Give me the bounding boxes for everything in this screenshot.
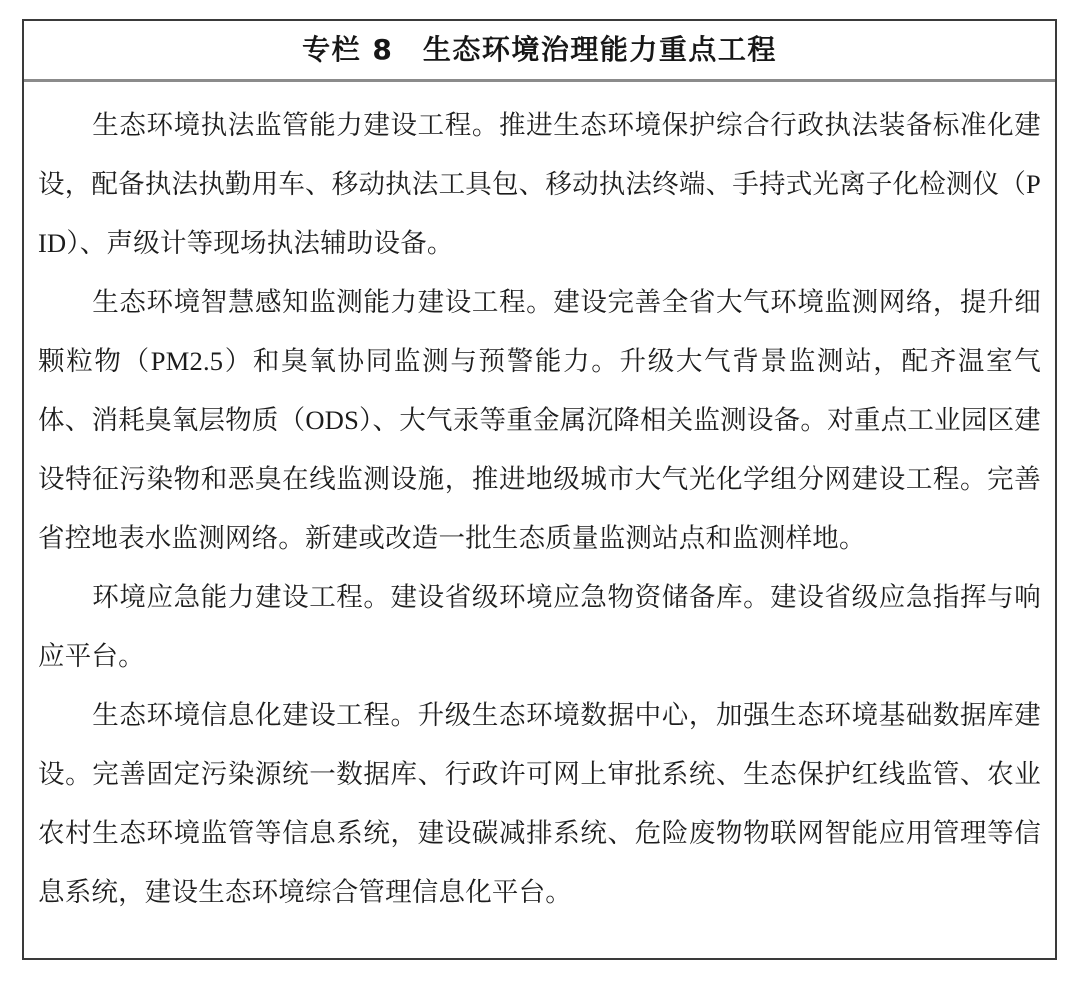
paragraph-emergency-capability: 环境应急能力建设工程。建设省级环境应急物资储备库。建设省级应急指挥与响应平台。 (38, 582, 1041, 671)
paragraph-enforcement-supervision: 生态环境执法监管能力建设工程。推进生态环境保护综合行政执法装备标准化建设，配备执法执勤用车、移动执法工具包、移动执法终端、手持式光离子化检测仪（PID）、声级计等现场执法辅助设备。 (38, 110, 1041, 258)
callout-box-title: 专栏 8 生态环境治理能力重点工程 (302, 33, 777, 66)
paragraph-informatization: 生态环境信息化建设工程。升级生态环境数据中心，加强生态环境基础数据库建设。完善固定污染源统一数据库、行政许可网上审批系统、生态保护红线监管、农业农村生态环境监管等信息系统，建设碳减排系统、危险废物物联网智能应用管理等信息系统，建设生态环境综合管理信息化平台。 (38, 700, 1041, 907)
callout-box-header (24, 21, 1055, 82)
callout-box (22, 19, 1057, 960)
callout-box-body (24, 82, 1055, 932)
paragraph-smart-monitoring: 生态环境智慧感知监测能力建设工程。建设完善全省大气环境监测网络，提升细颗粒物（PM2.5）和臭氧协同监测与预警能力。升级大气背景监测站，配齐温室气体、消耗臭氧层物质（ODS）、大气汞等重金属沉降相关监测设备。对重点工业园区建设特征污染物和恶臭在线监测设施，推进地级城市大气光化学组分网建设工程。完善省控地表水监测网络。新建或改造一批生态质量监测站点和监测样地。 (38, 287, 1041, 553)
